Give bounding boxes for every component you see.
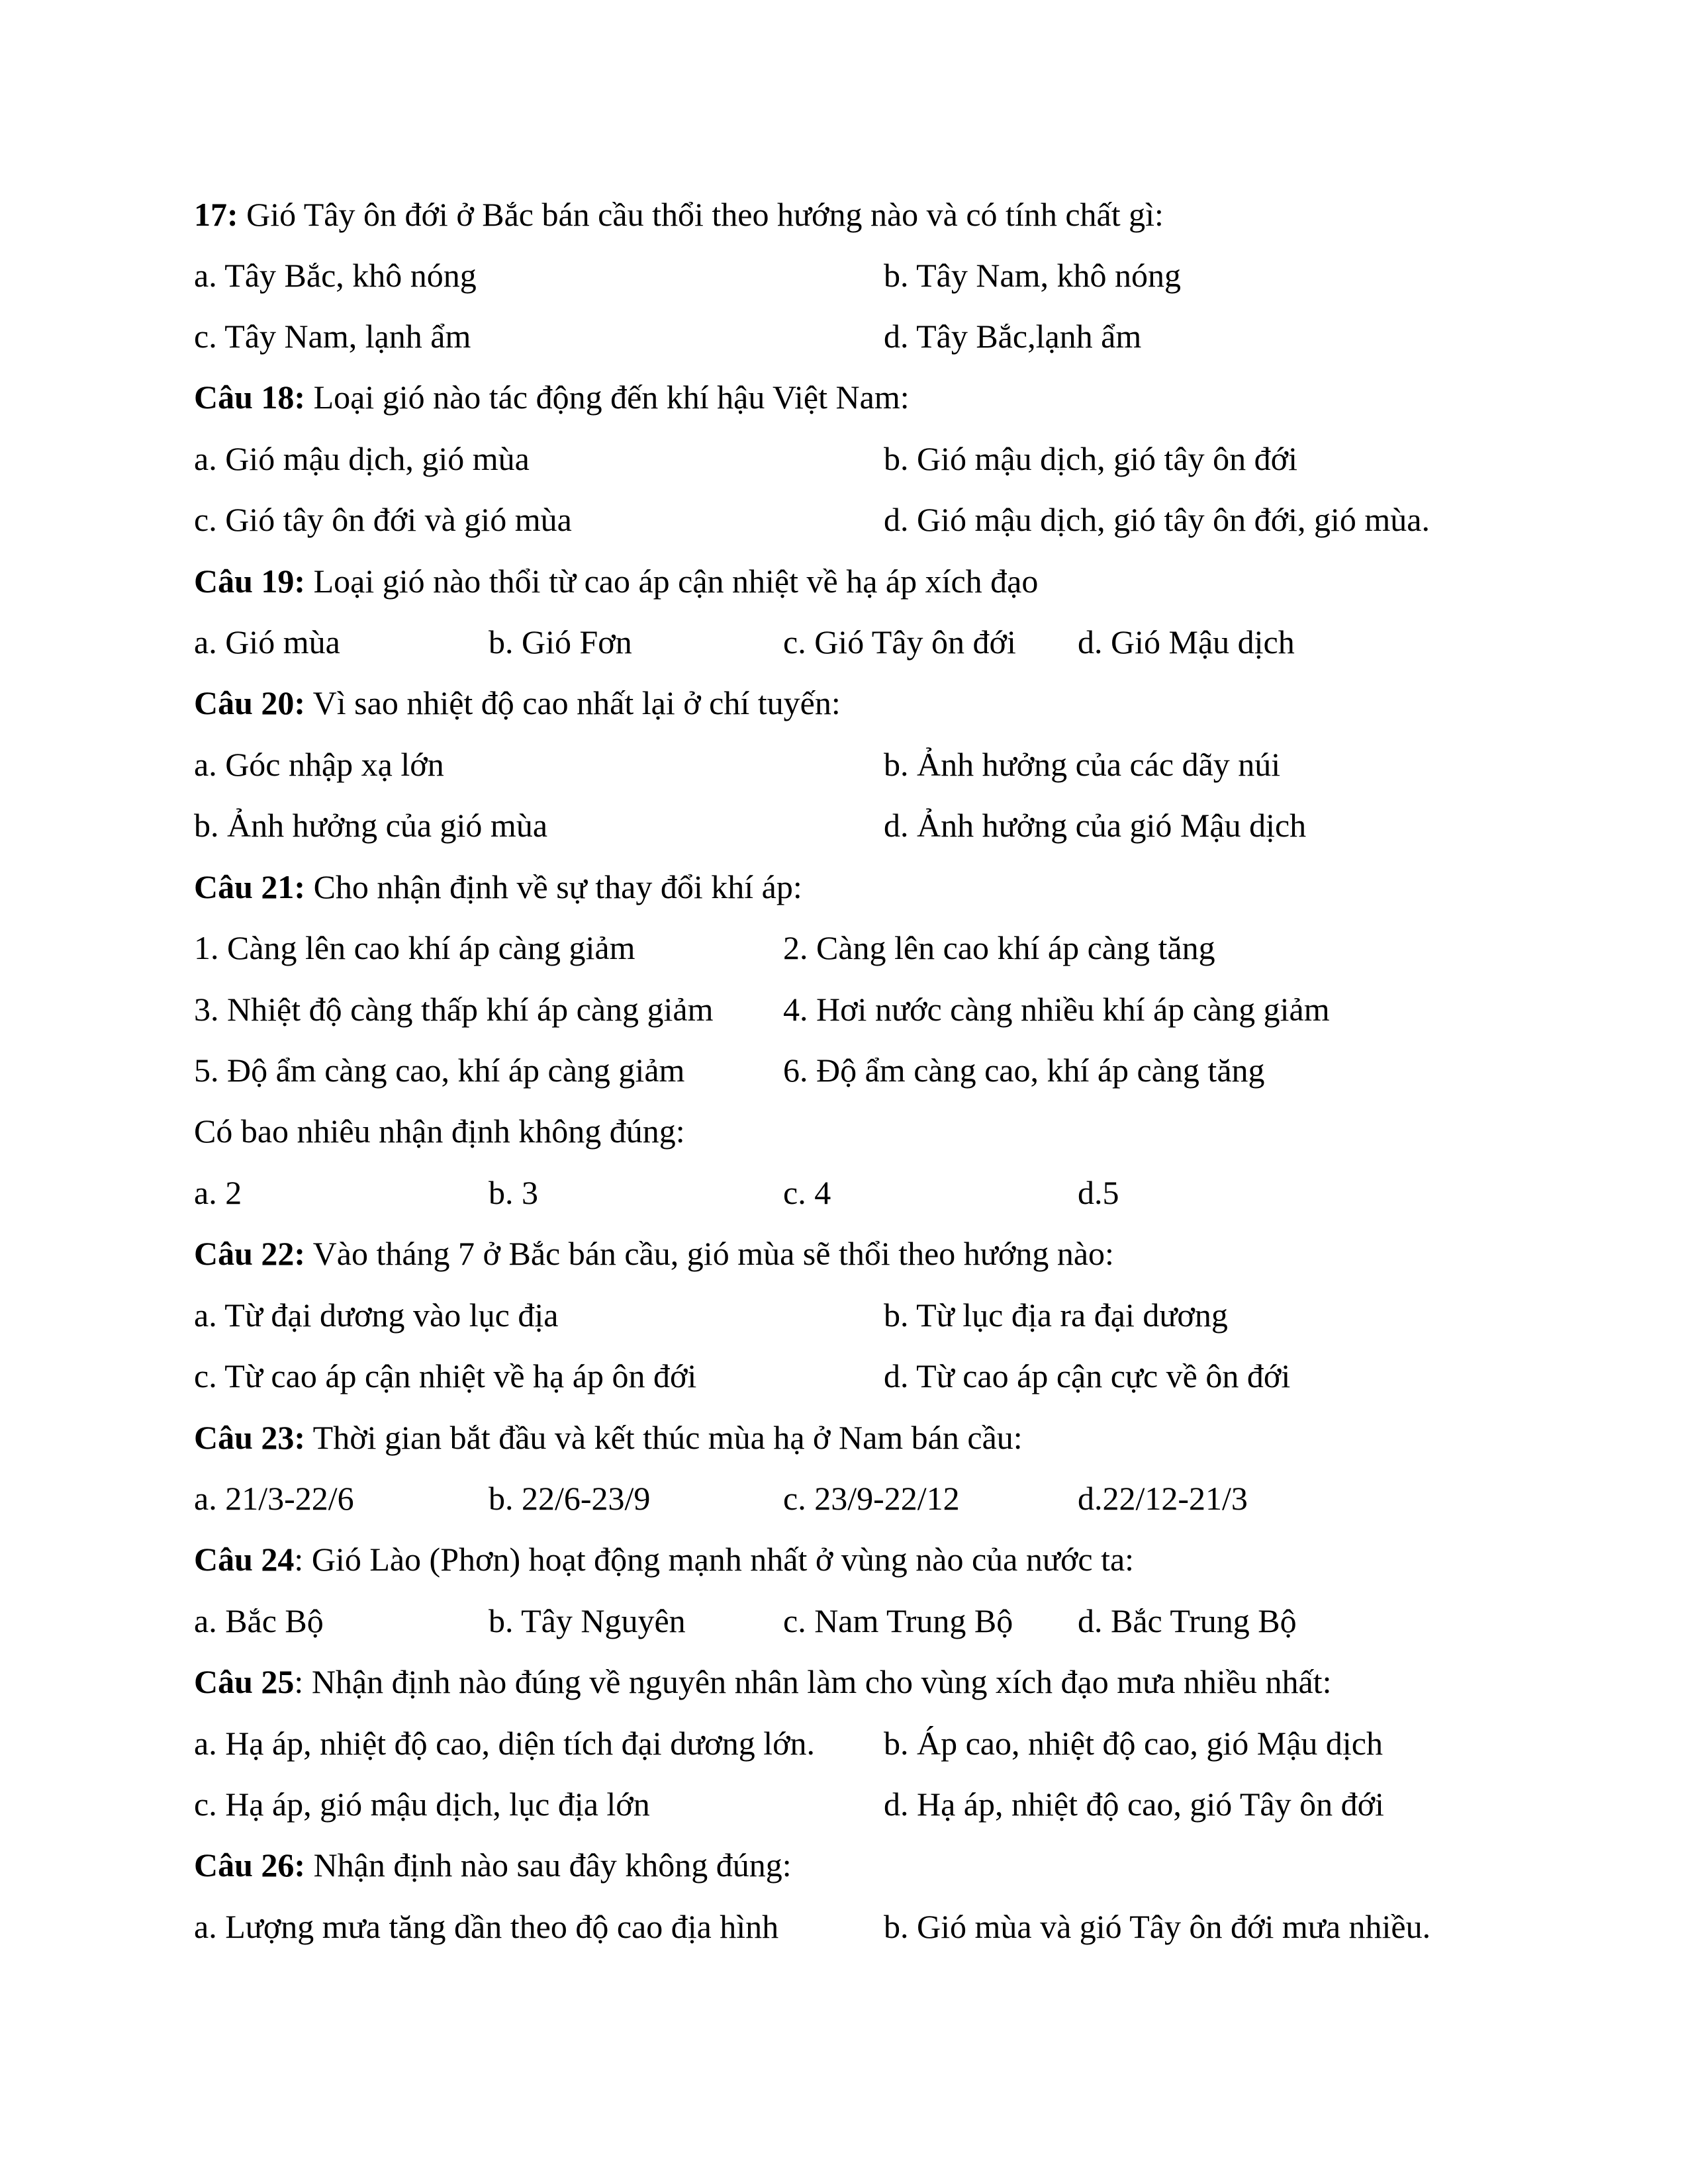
option-a: a. Bắc Bộ: [194, 1602, 324, 1639]
option-b: b. Tây Nguyên: [489, 1602, 686, 1639]
question-number: Câu 23:: [194, 1419, 306, 1456]
statement-1: 1. Càng lên cao khí áp càng giảm: [194, 929, 635, 966]
question-text: Loại gió nào thổi từ cao áp cận nhiệt về hạ áp xích đạo: [305, 563, 1039, 600]
question-number: Câu 18:: [194, 379, 306, 416]
option-d: d.22/12-21/3: [1078, 1480, 1248, 1517]
option-b: b. 3: [489, 1174, 538, 1211]
option-d: d.5: [1078, 1174, 1119, 1211]
option-c: c. 23/9-22/12: [783, 1480, 960, 1517]
option-d: d. Ảnh hưởng của gió Mậu dịch: [884, 807, 1307, 844]
option-d: d. Từ cao áp cận cực về ôn đới: [884, 1357, 1291, 1394]
option-c: c. 4: [783, 1174, 831, 1211]
question-text: Vào tháng 7 ở Bắc bán cầu, gió mùa sẽ thổi theo hướng nào:: [305, 1235, 1114, 1272]
statement-2: 2. Càng lên cao khí áp càng tăng: [783, 929, 1215, 966]
option-a: a. Gió mậu dịch, gió mùa: [194, 440, 530, 477]
question-text: Cho nhận định về sự thay đổi khí áp:: [305, 868, 802, 905]
option-d: d. Tây Bắc,lạnh ẩm: [884, 318, 1142, 355]
option-c: c. Nam Trung Bộ: [783, 1602, 1013, 1639]
question-19-stem: [194, 561, 1038, 601]
question-text: Gió Tây ôn đới ở Bắc bán cầu thổi theo hướng nào và có tính chất gì:: [238, 196, 1164, 233]
option-d: d. Gió mậu dịch, gió tây ôn đới, gió mùa.: [884, 501, 1430, 538]
question-number: Câu 19:: [194, 563, 306, 600]
option-a: a. Từ đại dương vào lục địa: [194, 1297, 559, 1334]
question-number: Câu 26:: [194, 1846, 306, 1884]
option-b-second: b. Ảnh hưởng của gió mùa: [194, 807, 548, 844]
option-d: d. Bắc Trung Bộ: [1078, 1602, 1297, 1639]
option-a: a. 2: [194, 1174, 242, 1211]
question-21-stem: [194, 867, 802, 907]
question-text: : Gió Lào (Phơn) hoạt động mạnh nhất ở vùng nào của nước ta:: [294, 1541, 1135, 1578]
option-c: c. Gió Tây ôn đới: [783, 623, 1016, 660]
option-b: b. Từ lục địa ra đại dương: [884, 1297, 1228, 1334]
option-a: a. Góc nhập xạ lớn: [194, 746, 444, 783]
sub-question: Có bao nhiêu nhận định không đúng:: [194, 1113, 685, 1150]
question-26-stem: [194, 1845, 792, 1885]
option-a: a. Gió mùa: [194, 623, 340, 660]
question-20-stem: [194, 683, 841, 723]
question-text: : Nhận định nào đúng về nguyên nhân làm cho vùng xích đạo mưa nhiều nhất:: [294, 1663, 1332, 1700]
question-22-stem: [194, 1234, 1114, 1273]
option-b: b. Tây Nam, khô nóng: [884, 257, 1182, 294]
statement-5: 5. Độ ẩm càng cao, khí áp càng giảm: [194, 1052, 685, 1089]
question-23-stem: [194, 1418, 1023, 1457]
question-18-stem: [194, 377, 910, 417]
question-text: Loại gió nào tác động đến khí hậu Việt Nam:: [305, 379, 910, 416]
option-c: c. Hạ áp, gió mậu dịch, lục địa lớn: [194, 1786, 650, 1823]
statement-3: 3. Nhiệt độ càng thấp khí áp càng giảm: [194, 991, 714, 1028]
question-text: Nhận định nào sau đây không đúng:: [305, 1846, 792, 1884]
option-b: b. Gió mùa và gió Tây ôn đới mưa nhiều.: [884, 1908, 1431, 1945]
question-number: 17:: [194, 196, 238, 233]
option-a: a. Tây Bắc, khô nóng: [194, 257, 477, 294]
question-number: Câu 21:: [194, 868, 306, 905]
option-b: b. Áp cao, nhiệt độ cao, gió Mậu dịch: [884, 1725, 1383, 1762]
option-a: a. Lượng mưa tăng dần theo độ cao địa hình: [194, 1908, 779, 1945]
question-text: Thời gian bắt đầu và kết thúc mùa hạ ở Nam bán cầu:: [305, 1419, 1023, 1456]
statement-4: 4. Hơi nước càng nhiều khí áp càng giảm: [783, 991, 1330, 1028]
option-d: d. Hạ áp, nhiệt độ cao, gió Tây ôn đới: [884, 1786, 1384, 1823]
option-a: a. Hạ áp, nhiệt độ cao, diện tích đại dương lớn.: [194, 1725, 816, 1762]
question-number: Câu 24: [194, 1541, 295, 1578]
question-25-stem: [194, 1662, 1331, 1702]
option-d: d. Gió Mậu dịch: [1078, 623, 1295, 660]
question-text: Vì sao nhiệt độ cao nhất lại ở chí tuyến:: [305, 684, 841, 721]
option-c: c. Tây Nam, lạnh ẩm: [194, 318, 471, 355]
question-17-stem: [194, 195, 1164, 234]
option-a: a. 21/3-22/6: [194, 1480, 354, 1517]
question-number: Câu 20:: [194, 684, 306, 721]
option-c: c. Gió tây ôn đới và gió mùa: [194, 501, 572, 538]
question-24-stem: [194, 1539, 1134, 1579]
option-b: b. Gió Fơn: [489, 623, 632, 660]
question-number: Câu 22:: [194, 1235, 306, 1272]
option-b: b. Gió mậu dịch, gió tây ôn đới: [884, 440, 1297, 477]
question-number: Câu 25: [194, 1663, 295, 1700]
option-b: b. Ảnh hưởng của các dãy núi: [884, 746, 1281, 783]
option-b: b. 22/6-23/9: [489, 1480, 651, 1517]
statement-6: 6. Độ ẩm càng cao, khí áp càng tăng: [783, 1052, 1265, 1089]
option-c: c. Từ cao áp cận nhiệt về hạ áp ôn đới: [194, 1357, 697, 1394]
